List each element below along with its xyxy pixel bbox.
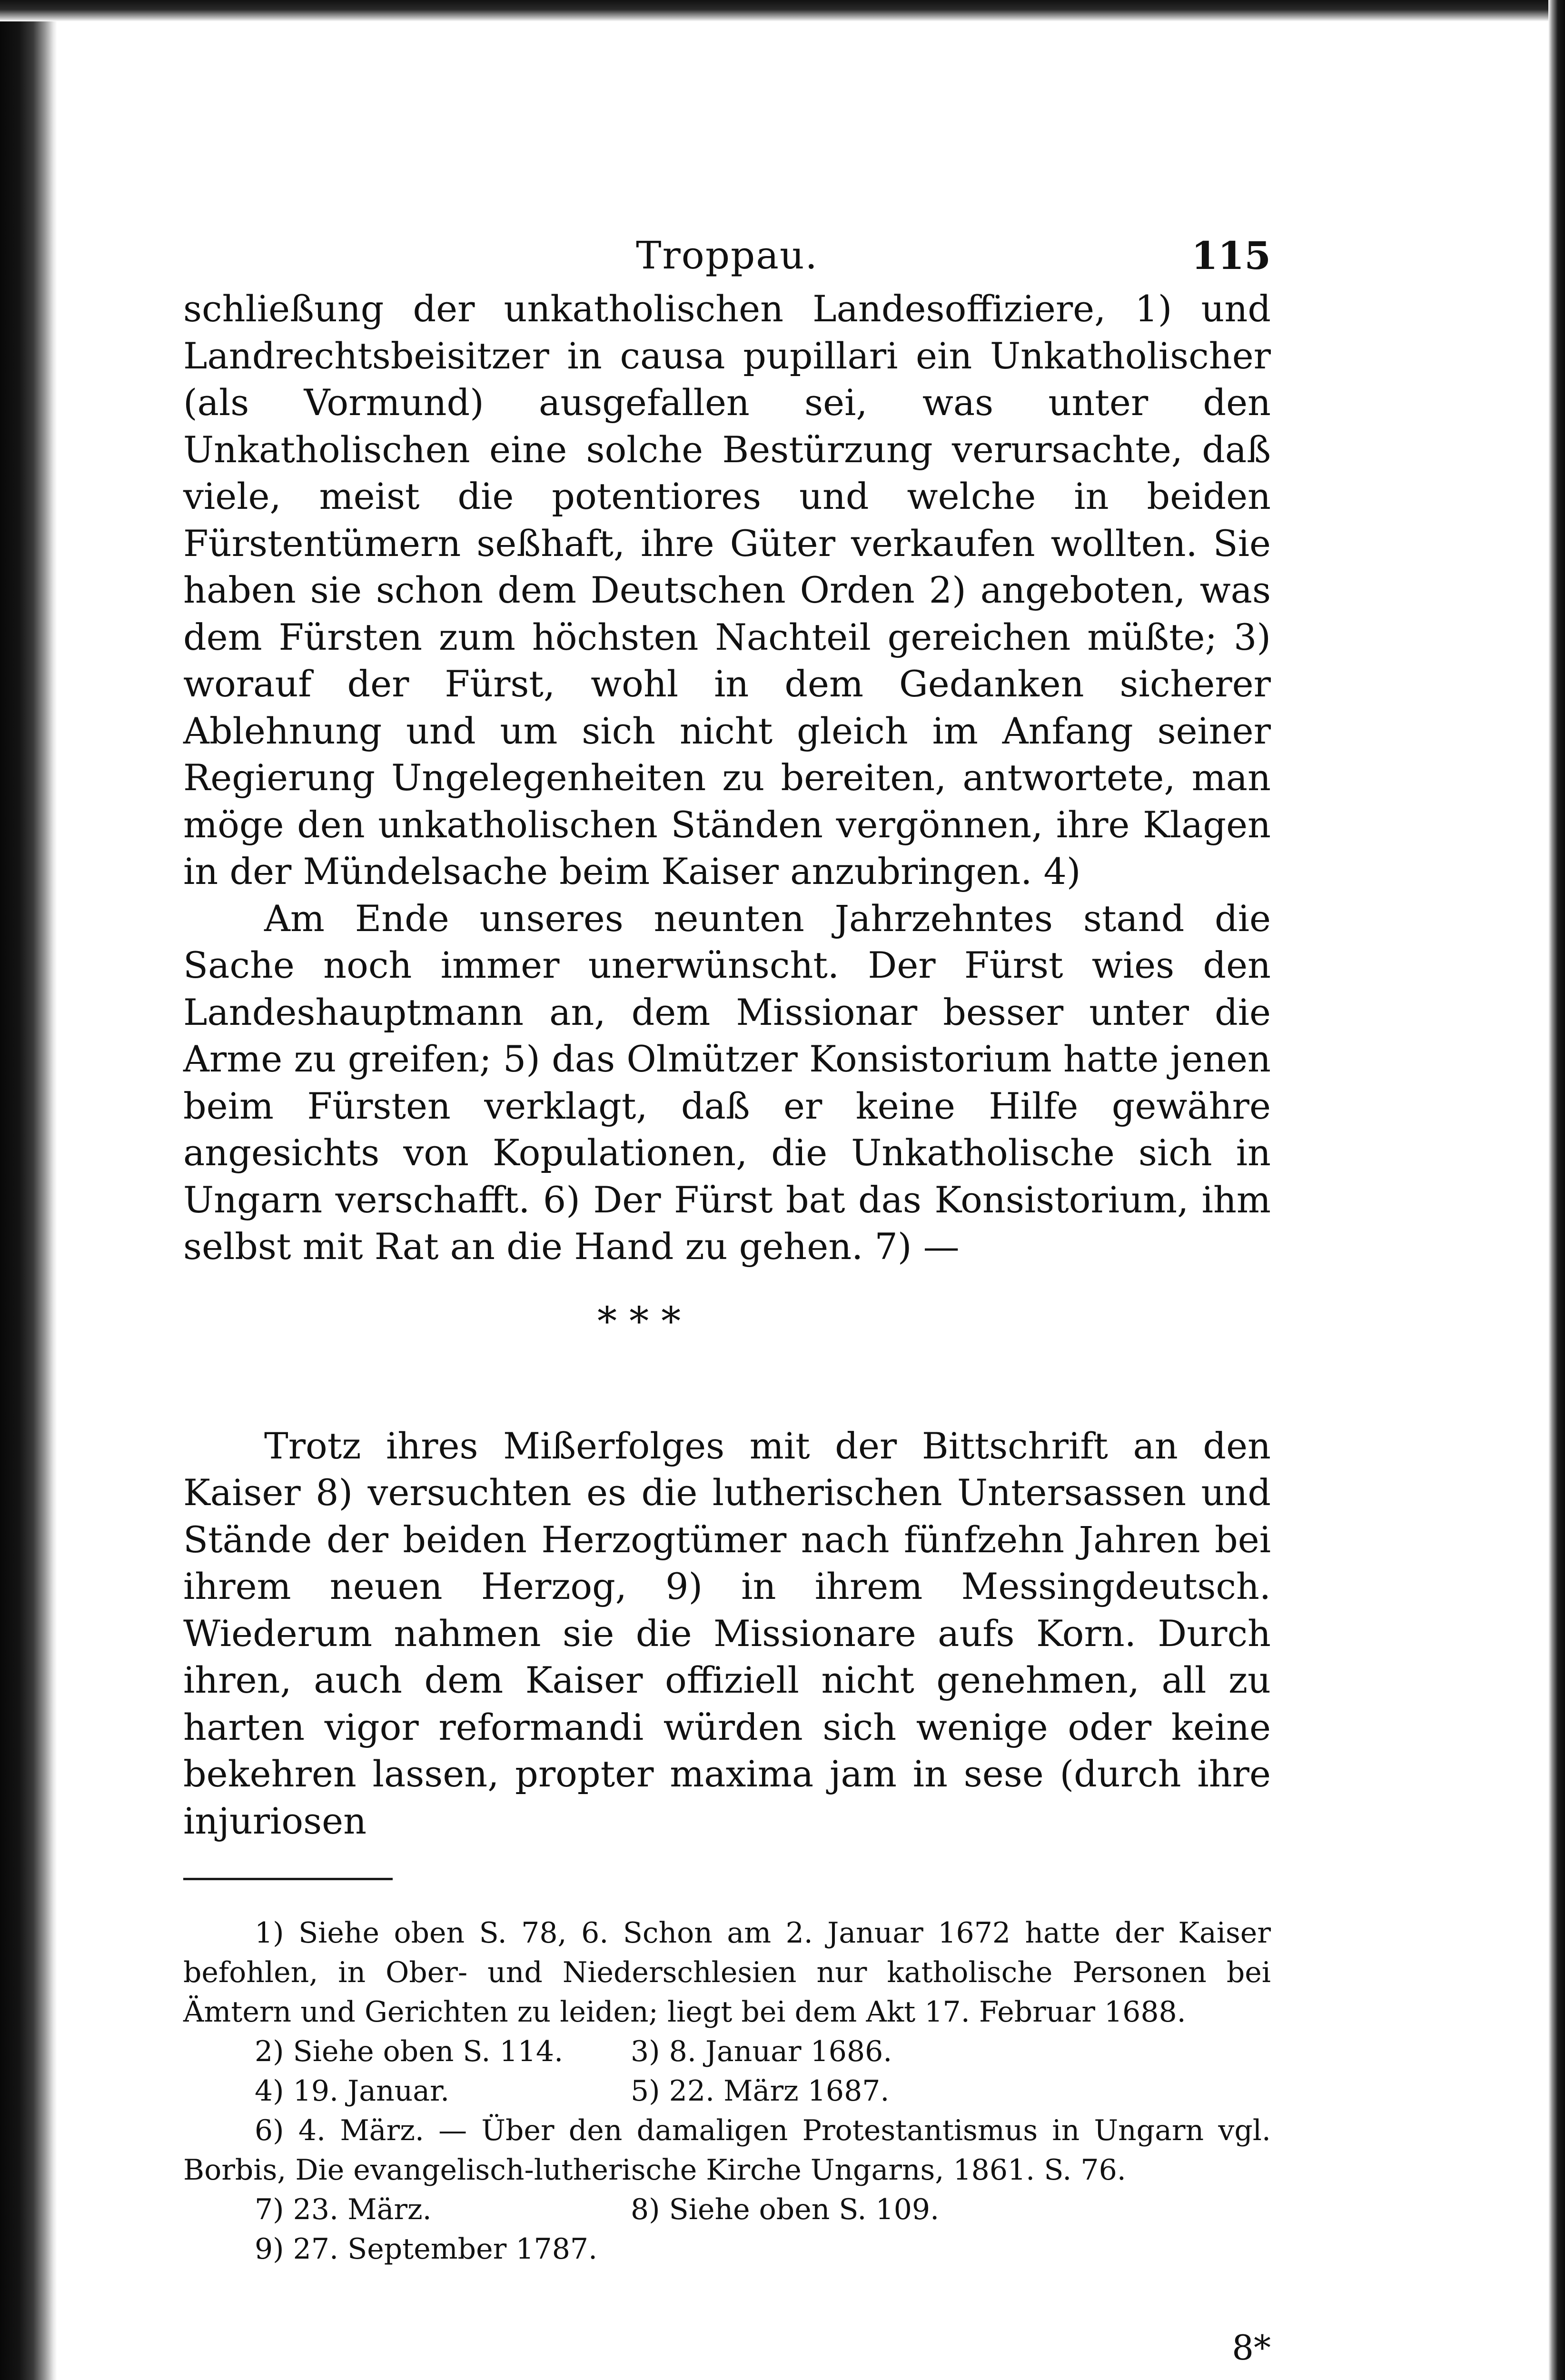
footnote-8: 8) Siehe oben S. 109.	[631, 2193, 940, 2226]
book-spine-shadow	[0, 0, 57, 2380]
page	[183, 224, 1271, 2368]
footnote-3: 3) 8. Januar 1686.	[631, 2035, 892, 2068]
section-break	[183, 1270, 1271, 1423]
footnote-9: 9) 27. September 1787.	[255, 2232, 598, 2266]
footnote-1: 1) Siehe oben S. 78, 6. Schon am 2. Januar 1672 hatte der Kaiser befohlen, in Ober- und Niederschlesien nur katholische Personen bei Ämtern und Gerichten zu leiden; liegt bei dem Akt 17. Februar 1688.	[183, 1916, 1271, 2029]
scan-edge-top	[0, 0, 1565, 21]
footnote-4: 4) 19. Januar.	[255, 2074, 450, 2108]
running-title: Troppau.	[636, 233, 818, 278]
running-head	[183, 224, 1271, 286]
footnote-rule	[183, 1878, 393, 1880]
scan-edge-right	[1548, 0, 1565, 2380]
signature-mark: 8*	[1232, 2328, 1271, 2368]
body-text	[183, 286, 1271, 1844]
paragraph-1: schließung der unkatholischen Landesoffiziere, 1) und Landrechtsbeisitzer in causa pupillari ein Unkatholischer (als Vormund) ausgefallen sei, was unter den Unkatholischen eine solche Bestürzung verursachte, daß viele, meist die potentiores und welche in beiden Fürstentümern seßhaft, ihre Güter verkaufen wollten. Sie haben sie schon dem Deutschen Orden 2) angeboten, was dem Fürsten zum höchsten Nachteil gereichen müßte; 3) worauf der Fürst, wohl in dem Gedanken sicherer Ablehnung und um sich nicht gleich im Anfang seiner Regierung Ungelegenheiten zu bereiten, antwortete, man möge den unkatholischen Ständen vergönnen, ihre Klagen in der Mündelsache beim Kaiser anzubringen. 4)	[183, 288, 1271, 892]
page-number: 115	[1191, 233, 1271, 278]
footnotes	[183, 1914, 1271, 2269]
footnote-7: 7) 23. März.	[255, 2193, 432, 2226]
paragraph-2: Am Ende unseres neunten Jahrzehntes stand die Sache noch immer unerwünscht. Der Fürst wies den Landeshauptmann an, dem Missionar besser unter die Arme zu greifen; 5) das Olmützer Konsistorium hatte jenen beim Fürsten verklagt, daß er keine Hilfe gewähre angesichts von Kopulationen, die Unkatholische sich in Ungarn verschafft. 6) Der Fürst bat das Konsistorium, ihm selbst mit Rat an die Hand zu gehen. 7) —	[183, 897, 1271, 1268]
footnote-6: 6) 4. März. — Über den damaligen Protestantismus in Ungarn vgl. Borbis, Die evangelisch-lutherische Kirche Ungarns, 1861. S. 76.	[183, 2114, 1271, 2187]
footnote-2: 2) Siehe oben S. 114.	[255, 2035, 564, 2068]
section-break-marks: * * *	[597, 1299, 681, 1344]
footnote-5: 5) 22. März 1687.	[631, 2074, 890, 2108]
paragraph-3: Trotz ihres Mißerfolges mit der Bittschrift an den Kaiser 8) versuchten es die lutherischen Untersassen und Stände der beiden Herzogtümer nach fünfzehn Jahren bei ihrem neuen Herzog, 9) in ihrem Messingdeutsch. Wiederum nahmen sie die Missionare aufs Korn. Durch ihren, auch dem Kaiser offiziell nicht genehmen, all zu harten vigor reformandi würden sich wenige oder keine bekehren lassen, propter maxima jam in sese (durch ihre injuriosen	[183, 1424, 1271, 1842]
